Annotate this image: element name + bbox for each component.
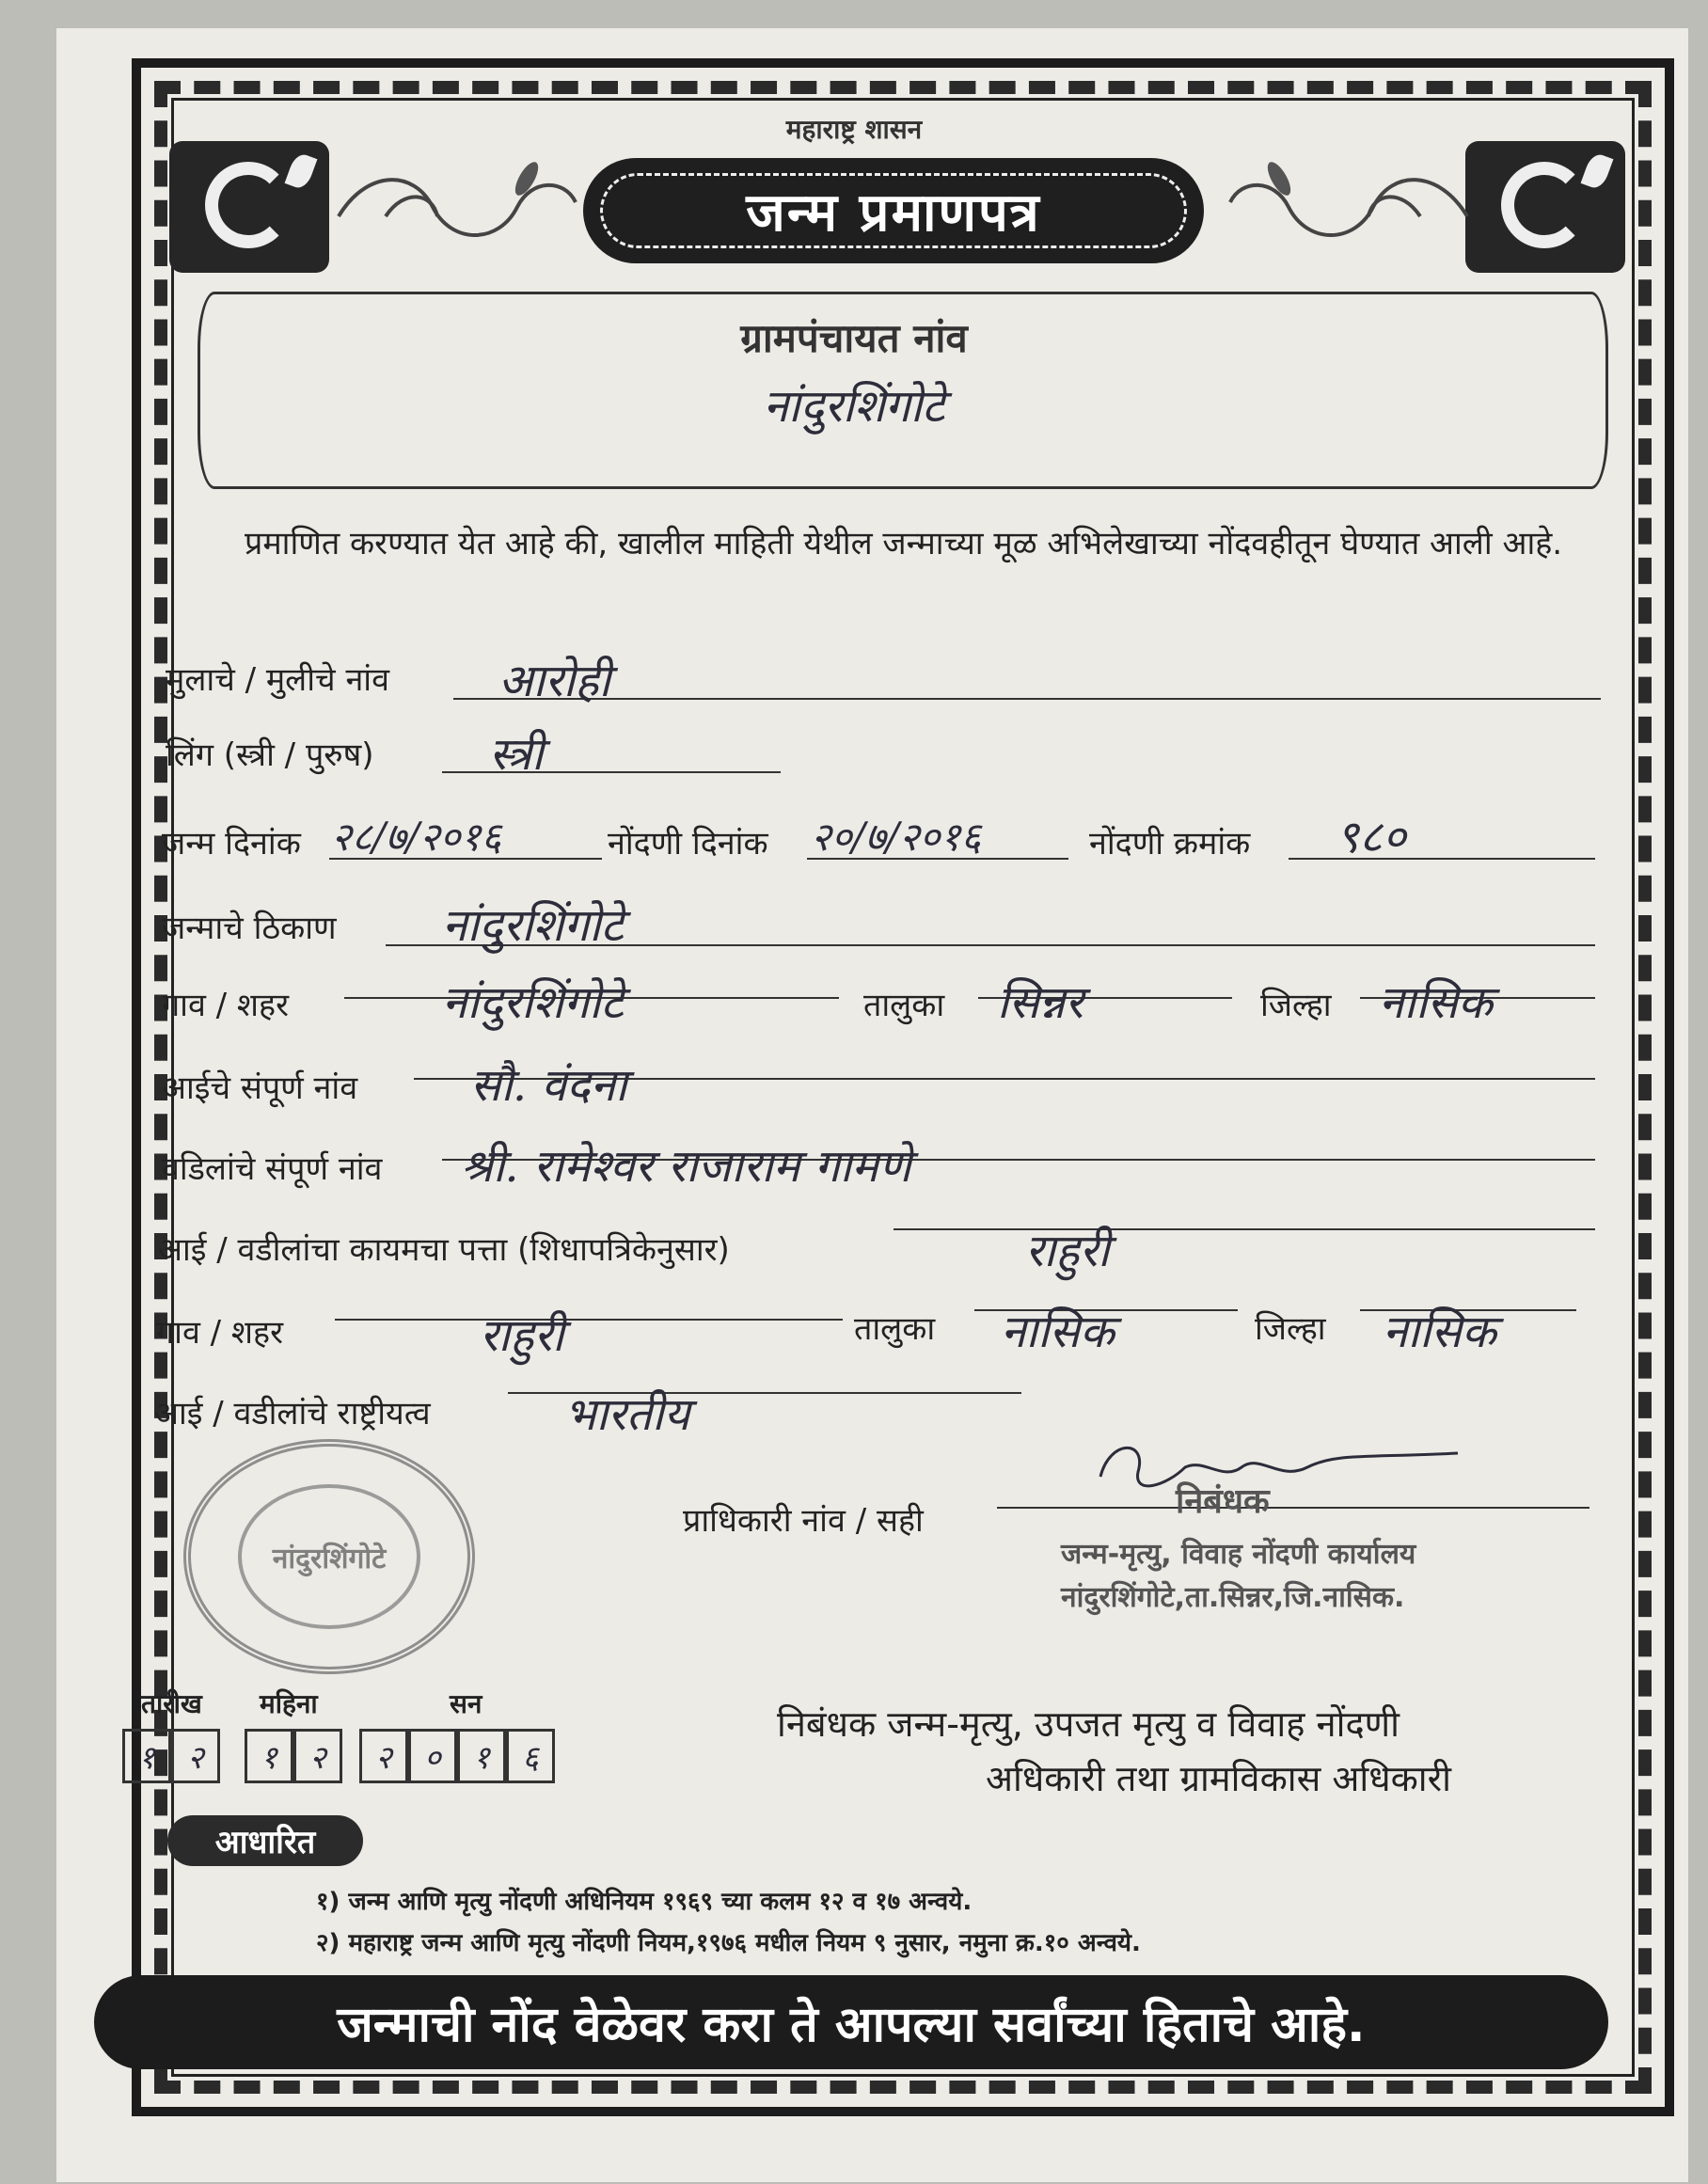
basis-ref-1: १) जन्म आणि मृत्यु नोंदणी अधिनियम १९६९ च्या कलम १२ व १७ अन्वये.	[316, 1888, 973, 1916]
taluka2-value: नासिक	[1001, 1306, 1115, 1358]
intro-text: प्रमाणित करण्यात येत आहे की, खालील माहिती येथील जन्माच्या मूळ अभिलेखाच्या नोंदवहीतून घेण्यात आली आहे.	[245, 525, 1563, 562]
birth-date-value: २८/७/२०१६	[331, 814, 502, 860]
signature	[1082, 1430, 1477, 1514]
village1-label: गाव / शहर	[162, 987, 290, 1024]
year-digit: ६	[506, 1729, 555, 1783]
ring-icon	[205, 162, 292, 248]
reg-no-label: नोंदणी क्रमांक	[1089, 825, 1251, 863]
ring-icon	[1501, 162, 1588, 248]
child-name-value: आरोही	[498, 655, 611, 707]
address-value: राहुरी	[1025, 1225, 1110, 1277]
gram-panchayat-value: नांदुरशिंगोटे	[763, 380, 945, 433]
gender-value: स्त्री	[489, 728, 544, 781]
seal-text: नांदुरशिंगोटे	[238, 1484, 420, 1629]
mother-name-label: आईचे संपूर्ण नांव	[162, 1069, 358, 1107]
taluka1-label: तालुका	[863, 987, 945, 1024]
basis-ref-2: २) महाराष्ट्र जन्म आणि मृत्यु नोंदणी नियम,१९७६ मधील नियम ९ नुसार, नमुना क्र.१० अन्वये.	[316, 1929, 1141, 1957]
nationality-label: आई / वडीलांचे राष्ट्रीयत्व	[154, 1395, 431, 1432]
date-digit: १	[245, 1729, 293, 1783]
district1-value: नासिक	[1379, 976, 1493, 1029]
registrar-line2: अधिकारी तथा ग्रामविकास अधिकारी	[986, 1758, 1452, 1799]
taluka2-label: तालुका	[854, 1310, 936, 1348]
reg-date-value: २०/७/२०१६	[811, 814, 982, 860]
stamp-line1: जन्म-मृत्यु, विवाह नोंदणी कार्यालय	[1061, 1538, 1416, 1571]
logo-right	[1465, 141, 1625, 273]
reg-date-label: नोंदणी दिनांक	[608, 825, 768, 863]
basis-badge: आधारित	[167, 1815, 363, 1866]
month-label: महिना	[260, 1688, 318, 1719]
registrar-line1: निबंधक जन्म-मृत्यु, उपजत मृत्यु व विवाह नोंदणी	[777, 1703, 1400, 1745]
year-label: सन	[450, 1688, 482, 1719]
address-label: आई / वडीलांचा कायमचा पत्ता (शिधापत्रिकेनुसार)	[158, 1231, 730, 1269]
village2-label: गाव / शहर	[156, 1314, 284, 1352]
year-digit: २	[359, 1729, 408, 1783]
authority-label: प्राधिकारी नांव / सही	[683, 1502, 924, 1540]
leaf-icon	[1581, 151, 1614, 191]
nationality-value: भारतीय	[564, 1388, 690, 1441]
taluka1-value: सिन्नर	[997, 976, 1083, 1029]
leaf-icon	[285, 151, 318, 191]
child-name-label: मुलाचे / मुलीचे नांव	[166, 661, 390, 699]
title-banner	[583, 158, 1204, 263]
father-name-value: श्री. रामेश्वर राजाराम गामणे	[461, 1140, 911, 1193]
reg-no-line	[1289, 858, 1595, 860]
gram-panchayat-label: ग्रामपंचायत नांव	[740, 315, 968, 361]
village2-line	[335, 1319, 843, 1321]
birth-place-label: जन्माचे ठिकाण	[162, 910, 337, 947]
village1-value: नांदुरशिंगोटे	[442, 976, 624, 1029]
village2-value: राहुरी	[480, 1309, 564, 1362]
stamp-line2: नांदुरशिंगोटे,ता.सिन्नर,जि.नासिक.	[1061, 1581, 1405, 1614]
reg-no-value: ९८०	[1336, 811, 1406, 863]
district2-value: नासिक	[1383, 1306, 1496, 1358]
mother-name-value: सौ. वंदना	[470, 1059, 627, 1112]
date-digit: २	[171, 1729, 220, 1783]
date-digit: २	[293, 1729, 342, 1783]
child-name-line	[453, 698, 1601, 700]
address-line	[894, 1228, 1595, 1230]
year-digit: ०	[408, 1729, 457, 1783]
stamp-title: निबंधक	[1176, 1482, 1270, 1521]
birth-date-label: जन्म दिनांक	[162, 825, 301, 863]
logo-left	[169, 141, 329, 273]
district2-label: जिल्हा	[1255, 1310, 1326, 1348]
footer-slogan: जन्माची नोंद वेळेवर करा ते आपल्या सर्वांच्या हिताचे आहे.	[94, 1975, 1608, 2069]
day-label: तारीख	[141, 1688, 202, 1719]
father-name-label: वडिलांचे संपूर्ण नांव	[162, 1150, 383, 1188]
gender-label: लिंग (स्त्री / पुरुष)	[166, 736, 374, 774]
office-seal	[183, 1439, 475, 1674]
date-digit: १	[122, 1729, 171, 1783]
birth-place-value: नांदुरशिंगोटे	[442, 899, 624, 952]
certificate-title: जन्म प्रमाणपत्र	[600, 173, 1187, 248]
govt-name: महाराष्ट्र शासन	[785, 114, 923, 145]
year-digit: १	[457, 1729, 506, 1783]
district1-label: जिल्हा	[1260, 987, 1332, 1024]
